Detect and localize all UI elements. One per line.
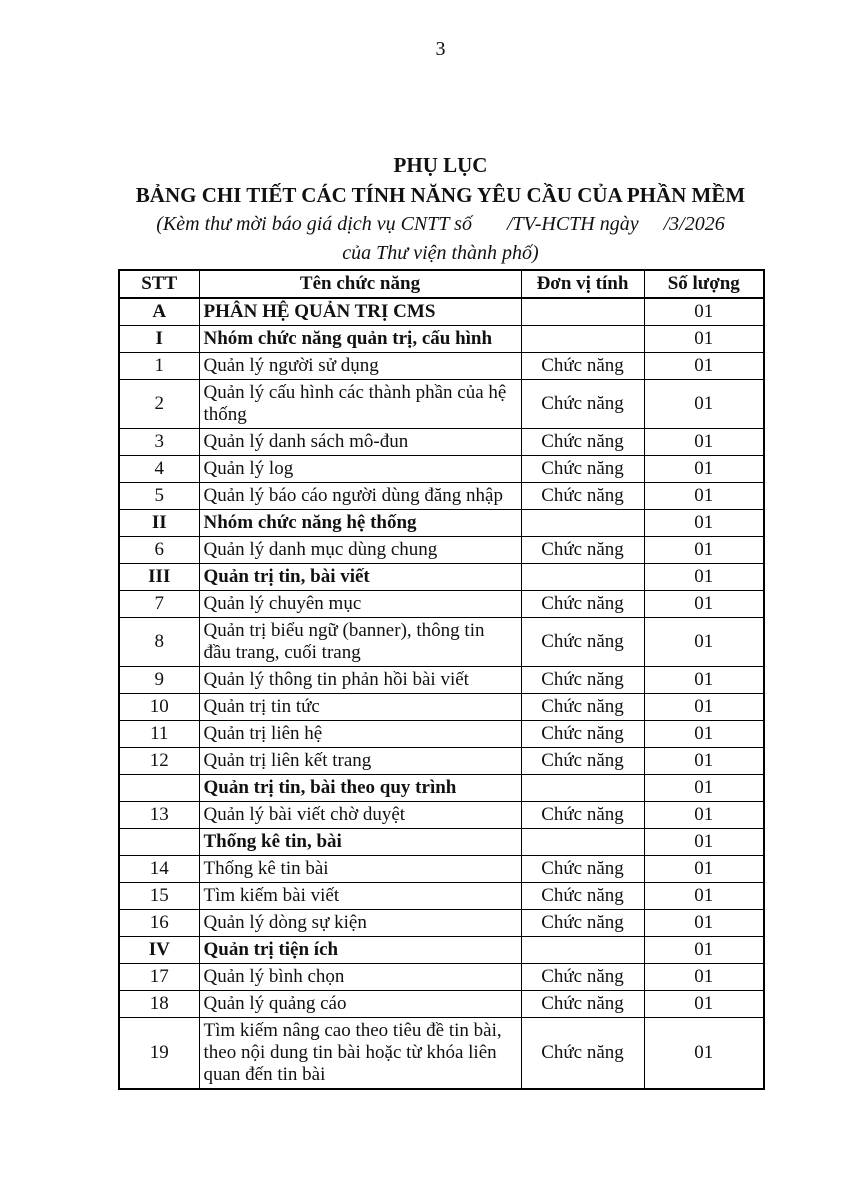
table-row bbox=[119, 910, 764, 937]
cell-unit bbox=[521, 775, 644, 802]
table-row bbox=[119, 510, 764, 537]
cell-quantity: 01 bbox=[644, 326, 764, 353]
subtitle-line-2: của Thư viện thành phố) bbox=[342, 242, 539, 264]
cell-unit: Chức năng bbox=[521, 748, 644, 775]
cell-quantity: 01 bbox=[644, 483, 764, 510]
cell-function-name: Quản lý người sử dụng bbox=[199, 353, 521, 380]
table-row bbox=[119, 380, 764, 429]
cell-unit: Chức năng bbox=[521, 353, 644, 380]
subtitle-line-1: (Kèm thư mời báo giá dịch vụ CNTT số /TV-HCTH ngày /3/2026 bbox=[156, 213, 725, 235]
cell-quantity: 01 bbox=[644, 991, 764, 1018]
cell-stt: 12 bbox=[119, 748, 199, 775]
header-stt: STT bbox=[119, 270, 199, 298]
cell-unit: Chức năng bbox=[521, 537, 644, 564]
cell-unit: Chức năng bbox=[521, 1018, 644, 1090]
cell-function-name: Quản trị tin tức bbox=[199, 694, 521, 721]
cell-stt: 17 bbox=[119, 964, 199, 991]
cell-unit: Chức năng bbox=[521, 721, 644, 748]
cell-quantity: 01 bbox=[644, 591, 764, 618]
cell-function-name: Thống kê tin bài bbox=[199, 856, 521, 883]
table-row bbox=[119, 748, 764, 775]
table-row bbox=[119, 564, 764, 591]
cell-function-name: Quản lý bình chọn bbox=[199, 964, 521, 991]
cell-function-name: Quản lý danh mục dùng chung bbox=[199, 537, 521, 564]
cell-stt: 18 bbox=[119, 991, 199, 1018]
cell-stt: 1 bbox=[119, 353, 199, 380]
table-row bbox=[119, 829, 764, 856]
cell-stt: 2 bbox=[119, 380, 199, 429]
cell-stt: 14 bbox=[119, 856, 199, 883]
cell-quantity: 01 bbox=[644, 802, 764, 829]
table-row bbox=[119, 883, 764, 910]
header-quantity: Số lượng bbox=[644, 270, 764, 298]
cell-unit: Chức năng bbox=[521, 618, 644, 667]
features-table bbox=[118, 269, 765, 1090]
cell-stt: 16 bbox=[119, 910, 199, 937]
cell-stt: 6 bbox=[119, 537, 199, 564]
cell-unit: Chức năng bbox=[521, 694, 644, 721]
table-row bbox=[119, 667, 764, 694]
cell-quantity: 01 bbox=[644, 775, 764, 802]
cell-stt: 5 bbox=[119, 483, 199, 510]
cell-quantity: 01 bbox=[644, 429, 764, 456]
cell-unit bbox=[521, 564, 644, 591]
cell-quantity: 01 bbox=[644, 510, 764, 537]
cell-function-name: Quản lý danh sách mô-đun bbox=[199, 429, 521, 456]
table-row bbox=[119, 483, 764, 510]
cell-unit bbox=[521, 510, 644, 537]
cell-function-name: Tìm kiếm bài viết bbox=[199, 883, 521, 910]
cell-unit: Chức năng bbox=[521, 856, 644, 883]
cell-quantity: 01 bbox=[644, 1018, 764, 1090]
cell-stt: 10 bbox=[119, 694, 199, 721]
cell-quantity: 01 bbox=[644, 298, 764, 326]
cell-function-name: Thống kê tin, bài bbox=[199, 829, 521, 856]
cell-quantity: 01 bbox=[644, 748, 764, 775]
cell-function-name: Nhóm chức năng hệ thống bbox=[199, 510, 521, 537]
cell-stt: III bbox=[119, 564, 199, 591]
table-title: BẢNG CHI TIẾT CÁC TÍNH NĂNG YÊU CẦU CỦA PHẦN MỀM bbox=[135, 183, 746, 207]
cell-quantity: 01 bbox=[644, 380, 764, 429]
cell-stt: 3 bbox=[119, 429, 199, 456]
cell-unit: Chức năng bbox=[521, 591, 644, 618]
cell-stt: 19 bbox=[119, 1018, 199, 1090]
table-row bbox=[119, 326, 764, 353]
cell-function-name: Quản trị liên kết trang bbox=[199, 748, 521, 775]
header-unit: Đơn vị tính bbox=[521, 270, 644, 298]
cell-unit: Chức năng bbox=[521, 964, 644, 991]
table-row bbox=[119, 1018, 764, 1090]
cell-unit: Chức năng bbox=[521, 667, 644, 694]
cell-function-name: Quản lý thông tin phản hồi bài viết bbox=[199, 667, 521, 694]
table-row bbox=[119, 537, 764, 564]
cell-stt: A bbox=[119, 298, 199, 326]
cell-unit: Chức năng bbox=[521, 910, 644, 937]
cell-function-name: Quản trị tin, bài theo quy trình bbox=[199, 775, 521, 802]
table-row bbox=[119, 775, 764, 802]
cell-function-name: Quản trị liên hệ bbox=[199, 721, 521, 748]
cell-quantity: 01 bbox=[644, 456, 764, 483]
table-row bbox=[119, 856, 764, 883]
cell-unit: Chức năng bbox=[521, 802, 644, 829]
cell-unit: Chức năng bbox=[521, 429, 644, 456]
cell-stt: 7 bbox=[119, 591, 199, 618]
table-row bbox=[119, 591, 764, 618]
cell-quantity: 01 bbox=[644, 829, 764, 856]
cell-unit: Chức năng bbox=[521, 991, 644, 1018]
table-row bbox=[119, 456, 764, 483]
table-row bbox=[119, 618, 764, 667]
cell-stt: IV bbox=[119, 937, 199, 964]
cell-unit bbox=[521, 298, 644, 326]
cell-quantity: 01 bbox=[644, 694, 764, 721]
cell-function-name: Nhóm chức năng quản trị, cấu hình bbox=[199, 326, 521, 353]
page-number: 3 bbox=[435, 38, 446, 60]
table-row bbox=[119, 937, 764, 964]
cell-quantity: 01 bbox=[644, 564, 764, 591]
table-row bbox=[119, 991, 764, 1018]
table-row bbox=[119, 429, 764, 456]
cell-stt bbox=[119, 775, 199, 802]
cell-quantity: 01 bbox=[644, 964, 764, 991]
cell-quantity: 01 bbox=[644, 883, 764, 910]
cell-stt: 11 bbox=[119, 721, 199, 748]
table-row bbox=[119, 353, 764, 380]
header-function-name: Tên chức năng bbox=[199, 270, 521, 298]
cell-quantity: 01 bbox=[644, 937, 764, 964]
cell-unit: Chức năng bbox=[521, 380, 644, 429]
cell-function-name: Quản lý chuyên mục bbox=[199, 591, 521, 618]
appendix-title: PHỤ LỤC bbox=[393, 153, 488, 177]
cell-function-name: PHÂN HỆ QUẢN TRỊ CMS bbox=[199, 298, 521, 326]
table-row bbox=[119, 964, 764, 991]
cell-stt: II bbox=[119, 510, 199, 537]
cell-unit bbox=[521, 326, 644, 353]
cell-unit: Chức năng bbox=[521, 483, 644, 510]
cell-stt bbox=[119, 829, 199, 856]
cell-function-name: Quản trị tiện ích bbox=[199, 937, 521, 964]
cell-stt: 8 bbox=[119, 618, 199, 667]
cell-unit: Chức năng bbox=[521, 883, 644, 910]
cell-function-name: Quản trị biểu ngữ (banner), thông tin đầu trang, cuối trang bbox=[199, 618, 521, 667]
cell-function-name: Tìm kiếm nâng cao theo tiêu đề tin bài, theo nội dung tin bài hoặc từ khóa liên quan đến tin bài bbox=[199, 1018, 521, 1090]
cell-quantity: 01 bbox=[644, 537, 764, 564]
cell-quantity: 01 bbox=[644, 353, 764, 380]
cell-stt: 13 bbox=[119, 802, 199, 829]
cell-stt: 4 bbox=[119, 456, 199, 483]
cell-function-name: Quản lý dòng sự kiện bbox=[199, 910, 521, 937]
cell-stt: I bbox=[119, 326, 199, 353]
cell-unit bbox=[521, 937, 644, 964]
cell-function-name: Quản trị tin, bài viết bbox=[199, 564, 521, 591]
cell-stt: 9 bbox=[119, 667, 199, 694]
table-row bbox=[119, 694, 764, 721]
cell-quantity: 01 bbox=[644, 910, 764, 937]
cell-quantity: 01 bbox=[644, 667, 764, 694]
cell-function-name: Quản lý cấu hình các thành phần của hệ thống bbox=[199, 380, 521, 429]
cell-quantity: 01 bbox=[644, 721, 764, 748]
cell-quantity: 01 bbox=[644, 618, 764, 667]
table-row bbox=[119, 802, 764, 829]
title-block bbox=[108, 150, 773, 268]
cell-unit: Chức năng bbox=[521, 456, 644, 483]
cell-function-name: Quản lý log bbox=[199, 456, 521, 483]
table-header-row bbox=[119, 270, 764, 298]
cell-function-name: Quản lý báo cáo người dùng đăng nhập bbox=[199, 483, 521, 510]
table-row bbox=[119, 721, 764, 748]
cell-function-name: Quản lý quảng cáo bbox=[199, 991, 521, 1018]
cell-function-name: Quản lý bài viết chờ duyệt bbox=[199, 802, 521, 829]
cell-stt: 15 bbox=[119, 883, 199, 910]
table-row bbox=[119, 298, 764, 326]
cell-quantity: 01 bbox=[644, 856, 764, 883]
cell-unit bbox=[521, 829, 644, 856]
